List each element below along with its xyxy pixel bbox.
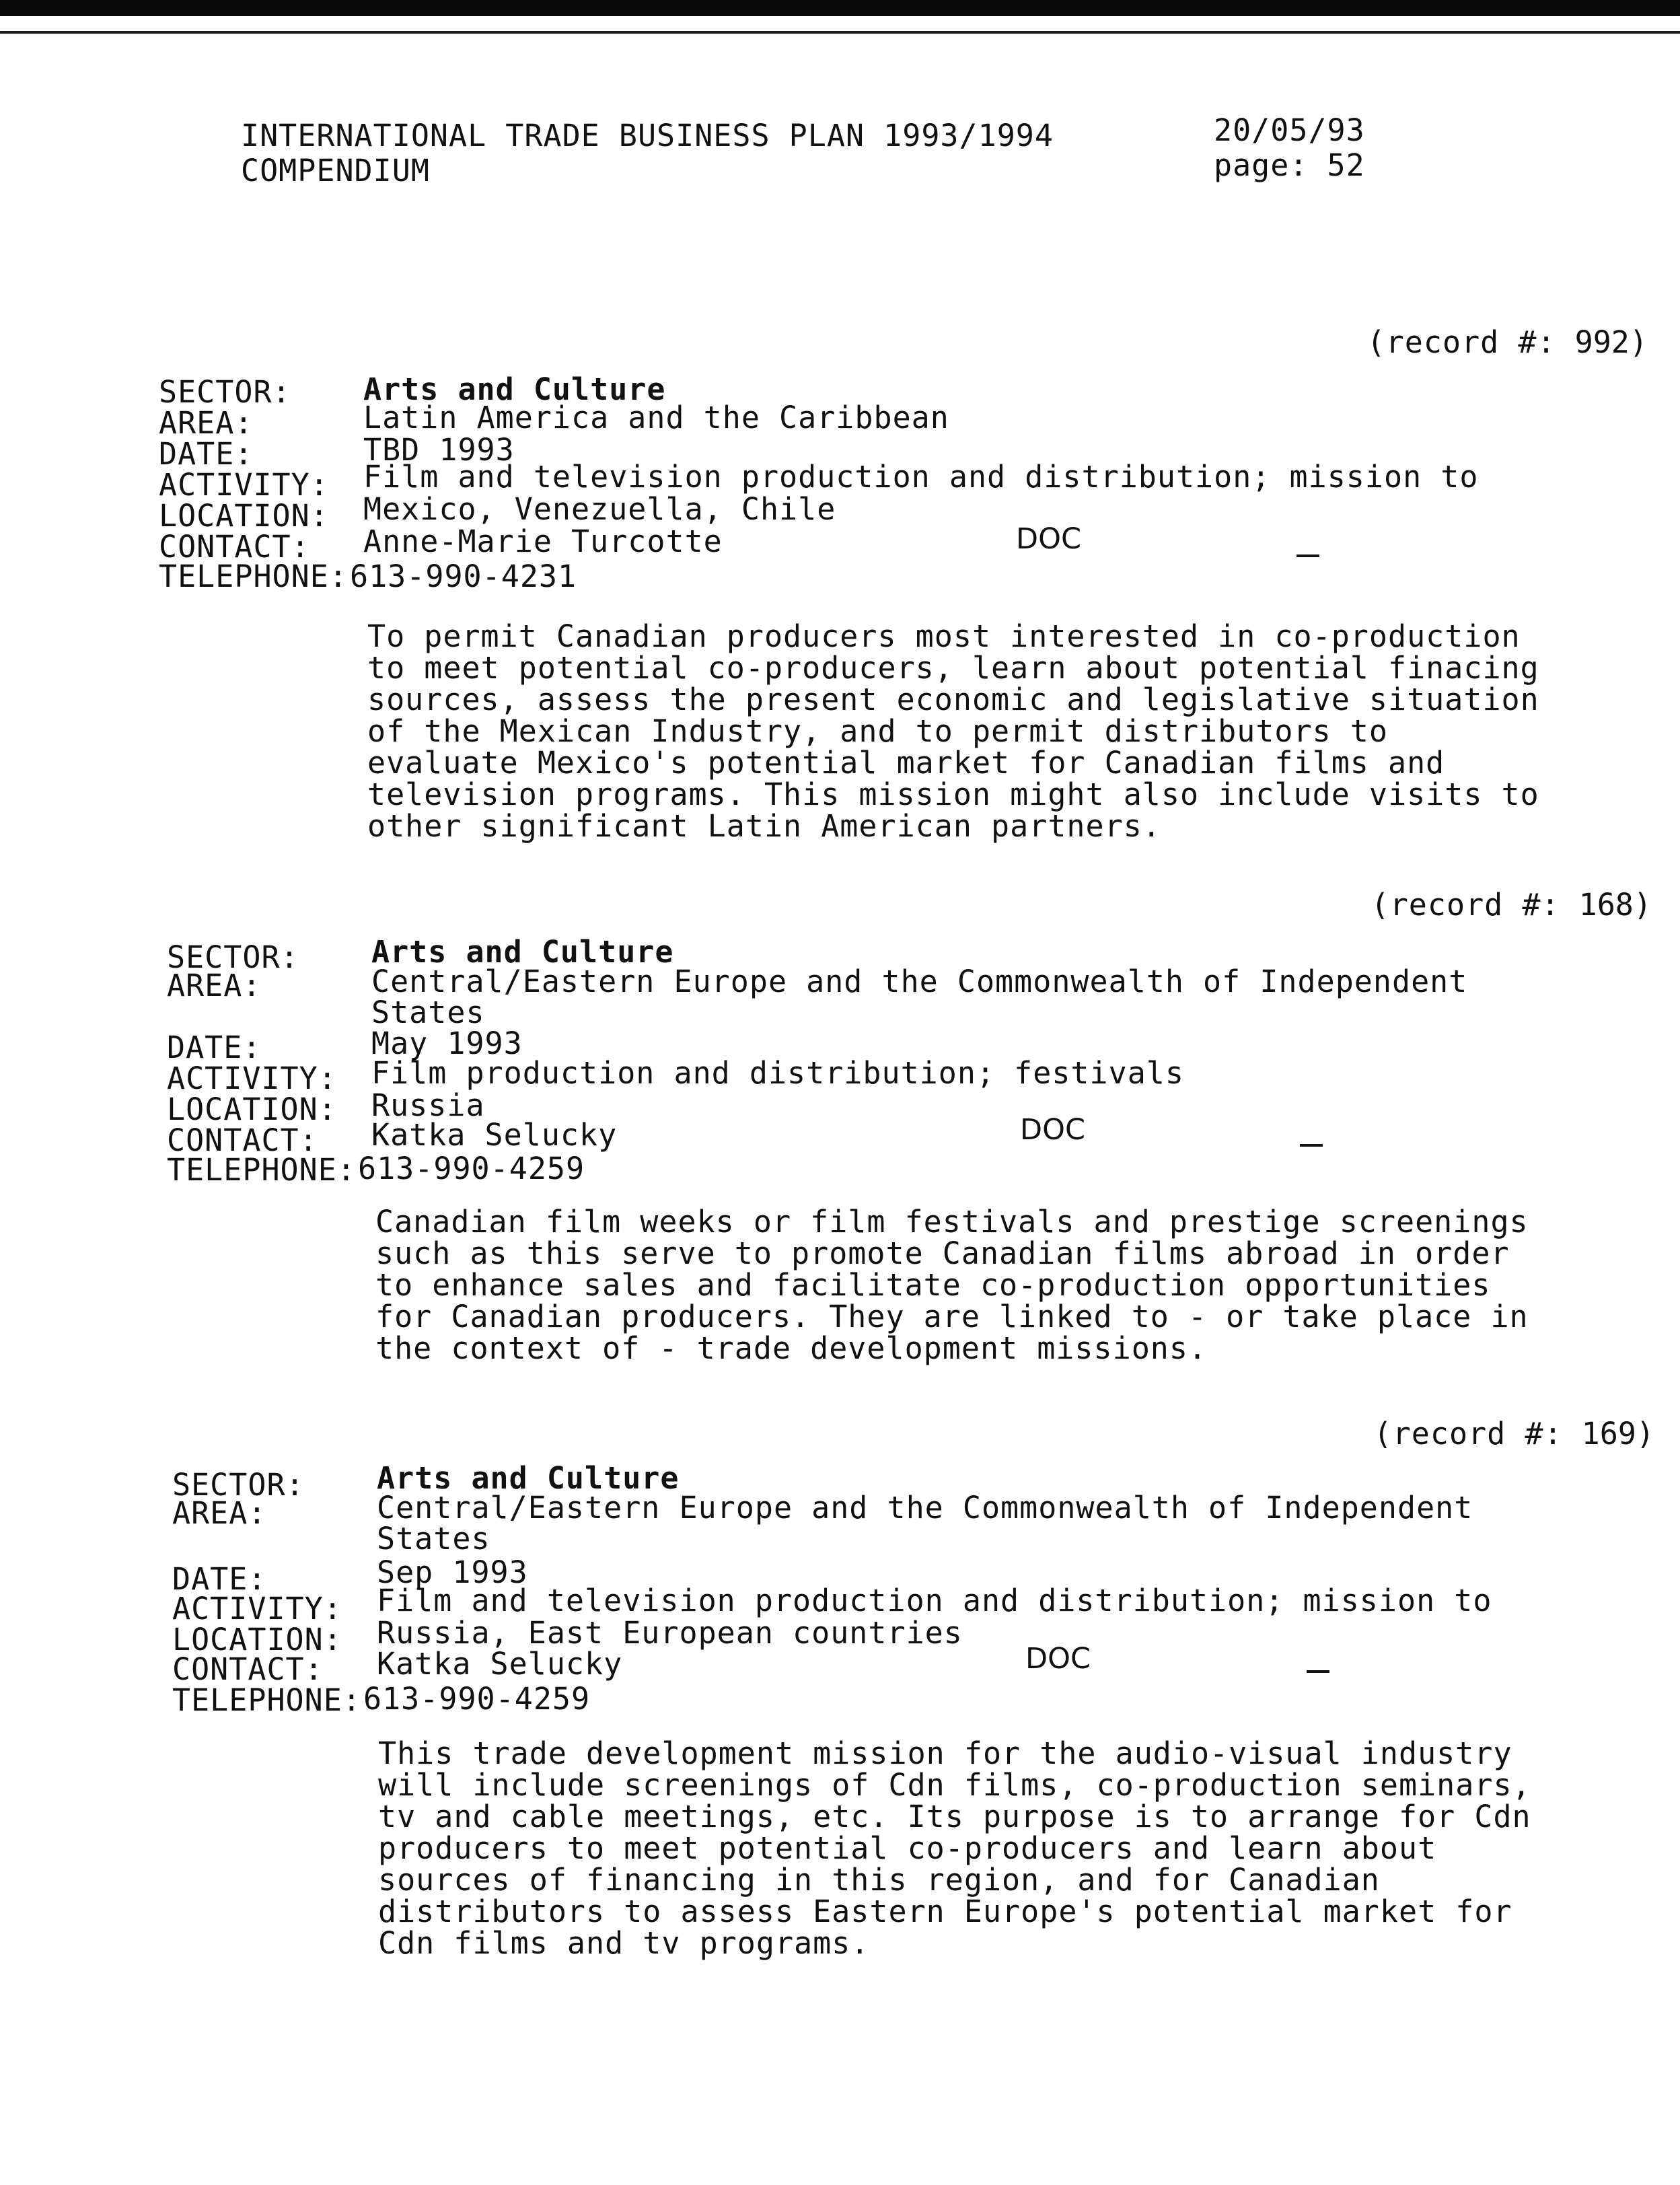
area-label: AREA: <box>172 1495 267 1531</box>
record-992 <box>0 324 1680 930</box>
contact-value: Katka Selucky <box>371 1117 618 1153</box>
telephone-label: TELEPHONE: <box>159 559 348 594</box>
document-date: 20/05/93 <box>1214 112 1365 148</box>
date-value: May 1993 <box>371 1026 523 1061</box>
location-label: LOCATION: <box>167 1091 337 1127</box>
sector-label: SECTOR: <box>167 939 299 975</box>
area-value: Central/Eastern Europe and the Commonwealth of Independent <box>371 964 1468 999</box>
date-value: TBD 1993 <box>363 432 515 468</box>
dash-mark <box>1307 1670 1329 1673</box>
location-value: Mexico, Venezuella, Chile <box>363 491 836 527</box>
sector-value: Arts and Culture <box>363 371 666 407</box>
date-label: DATE: <box>167 1030 262 1065</box>
area-label: AREA: <box>167 968 262 1003</box>
record-number <box>1367 324 1648 360</box>
area-label: AREA: <box>159 405 254 441</box>
document-header-meta <box>1214 113 1365 183</box>
dash-mark <box>1296 554 1319 557</box>
contact-value: Katka Selucky <box>377 1646 623 1682</box>
document-title: INTERNATIONAL TRADE BUSINESS PLAN 1993/1994 <box>241 118 1054 153</box>
telephone-value: 613-990-4259 <box>363 1681 591 1717</box>
record-number-label: (record #: <box>1371 887 1579 923</box>
organization-value: DOC <box>1020 1113 1085 1147</box>
activity-value: Film production and distribution; festivals <box>371 1055 1184 1091</box>
location-label: LOCATION: <box>172 1622 342 1657</box>
contact-label: CONTACT: <box>167 1122 318 1158</box>
telephone-value: 613-990-4231 <box>350 559 577 594</box>
record-number-label: (record #: <box>1366 324 1575 360</box>
activity-value: Film and television production and distribution; mission to <box>363 459 1479 495</box>
area-value-continued: States <box>377 1521 490 1556</box>
contact-label: CONTACT: <box>159 529 310 565</box>
record-168 <box>0 887 1680 1493</box>
record-169 <box>0 1416 1680 2021</box>
date-value: Sep 1993 <box>377 1554 528 1590</box>
sector-value: Arts and Culture <box>371 934 674 970</box>
organization-value: DOC <box>1025 1642 1091 1676</box>
date-label: DATE: <box>159 436 254 472</box>
location-value: Russia, East European countries <box>377 1615 963 1651</box>
area-value-continued: States <box>371 995 485 1030</box>
document-subtitle: COMPENDIUM <box>241 153 430 188</box>
contact-label: CONTACT: <box>172 1651 324 1687</box>
location-value: Russia <box>371 1087 485 1123</box>
record-number-value: 168) <box>1578 887 1652 923</box>
area-value: Central/Eastern Europe and the Commonwealth of Independent <box>377 1490 1473 1526</box>
location-label: LOCATION: <box>159 498 329 534</box>
telephone-label: TELEPHONE: <box>172 1682 361 1718</box>
scan-top-border <box>0 0 1680 16</box>
activity-label: ACTIVITY: <box>159 467 329 503</box>
sector-value: Arts and Culture <box>377 1460 680 1496</box>
record-number <box>1371 887 1652 923</box>
sector-label: SECTOR: <box>172 1467 305 1503</box>
record-number-label: (record #: <box>1373 1416 1582 1452</box>
record-description: Canadian film weeks or film festivals and prestige screenings such as this serve to promote Canadian films abroad in order to enhance sales and facilitate co-production opportunities for Canadian producers. They are linked to - or take place in the context of - trade development missions. <box>375 1204 1529 1366</box>
area-value: Latin America and the Caribbean <box>363 400 949 435</box>
record-number-value: 992) <box>1574 324 1648 360</box>
telephone-label: TELEPHONE: <box>167 1152 356 1188</box>
date-label: DATE: <box>172 1561 267 1597</box>
document-header <box>241 118 1054 188</box>
telephone-value: 613-990-4259 <box>358 1151 585 1186</box>
activity-label: ACTIVITY: <box>167 1061 337 1096</box>
sector-label: SECTOR: <box>159 374 291 410</box>
dash-mark <box>1300 1144 1323 1147</box>
organization-value: DOC <box>1016 522 1081 556</box>
contact-value: Anne-Marie Turcotte <box>363 524 723 559</box>
record-description: To permit Canadian producers most interested in co-production to meet potential co-producers, learn about potential finacing sources, assess the present economic and legislative situation of the Mexican Industry, and to permit distributors to evaluate Mexico's potential market for Canadian films and television programs. This mission might also include visits to other significant Latin American partners. <box>367 618 1539 844</box>
scan-top-rule <box>0 31 1680 34</box>
page-number: page: 52 <box>1214 147 1365 183</box>
record-description: This trade development mission for the audio-visual industry will include screenings of Cdn films, co-production seminars, tv and cable meetings, etc. Its purpose is to arrange for Cdn producers to meet potential co-producers and learn about sources of financing in this region, and for Canadian distributors to assess Eastern Europe's potential market for Cdn films and tv programs. <box>378 1735 1531 1961</box>
record-number-value: 169) <box>1581 1416 1654 1452</box>
activity-label: ACTIVITY: <box>172 1591 342 1626</box>
activity-value: Film and television production and distribution; mission to <box>377 1583 1492 1618</box>
record-number <box>1374 1416 1654 1452</box>
